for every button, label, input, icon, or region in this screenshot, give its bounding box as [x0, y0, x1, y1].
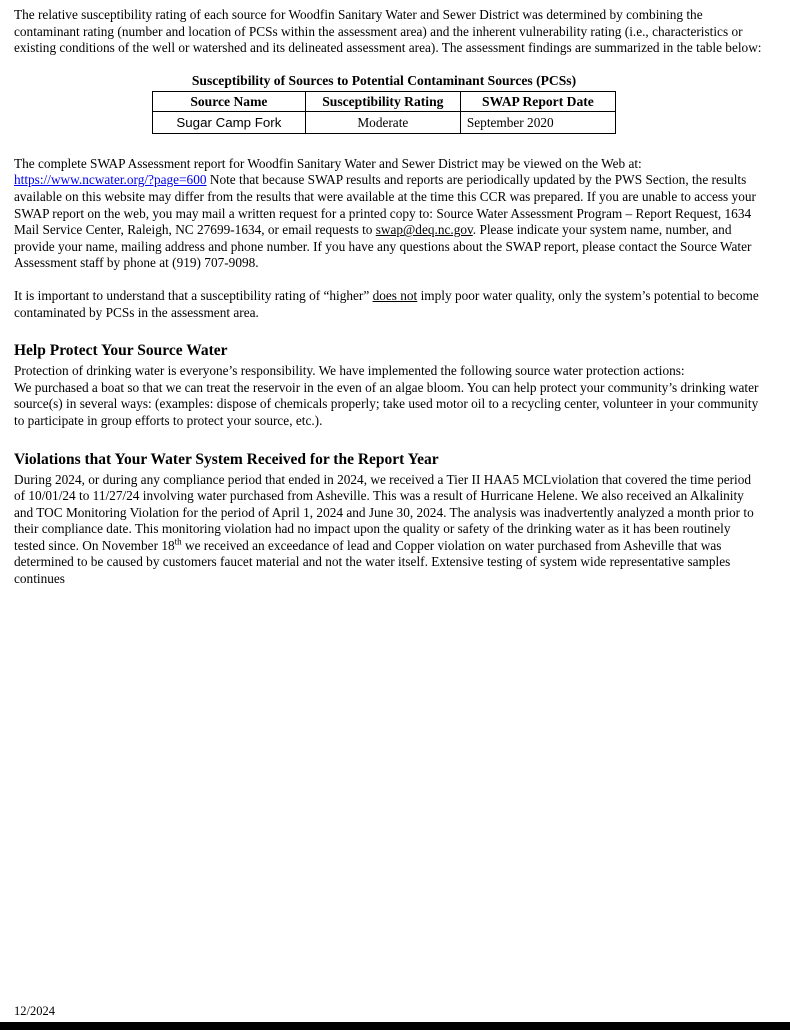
protect-paragraph: [14, 363, 762, 429]
protect-line-2: We purchased a boat so that we can treat the reservoir in the even of an algae bloom. You can help protect your community’s drinking water source(s) in several ways: (examples: dispose of chemicals properly; take used motor oil to a recycling center, volunteer in your community to participate in group efforts to protect your source, etc.).: [14, 379, 759, 428]
violations-paragraph: [14, 472, 762, 588]
header-swap-report-date: SWAP Report Date: [460, 91, 615, 111]
protect-source-water-heading: Help Protect Your Source Water: [14, 342, 228, 360]
protect-line-1: Protection of drinking water is everyone’s responsibility. We have implemented the following source water protection actions:: [14, 363, 685, 379]
ncwater-link[interactable]: https://www.ncwater.org/?page=600: [14, 172, 207, 188]
swap-text-after-email: . Please indicate your system name, number, and provide your name, mailing address and phone number. If you have any questions about the SWAP report, please contact the Source Water Assessment staff by phone at (919) 707-9098.: [14, 222, 752, 271]
table-header-row: [153, 91, 616, 111]
violations-text-after: we received an exceedance of lead and Copper violation on water purchased from Asheville that was determined to be caused by customers faucet material and not the water itself. Extensive testing of system wide representative samples continues: [14, 537, 731, 587]
scan-edge-bar: [0, 1022, 790, 1030]
table-row: [153, 111, 616, 133]
susceptibility-table: [152, 91, 616, 134]
violations-text-before: During 2024, or during any compliance period that ended in 2024, we received a Tier II HAA5 MCLviolation that covered the time period of 10/01/24 to 11/27/24 involving water purchased from Asheville. This was a result of Hurricane Helene. We also received an Alkalinity and TOC Monitoring Violation for the period of April 1, 2024 and June 30, 2024. The analysis was inadvertently analyzed a month prior to their compliance date. This monitoring violation had no impact upon the quality or safety of the drinking water as it has been routinely tested since. On November 18: [14, 471, 754, 553]
cell-susceptibility-rating: Moderate: [305, 111, 460, 133]
note-underlined-text: does not: [372, 287, 418, 303]
violations-heading: Violations that Your Water System Received for the Report Year: [14, 450, 439, 468]
intro-paragraph: The relative susceptibility rating of each source for Woodfin Sanitary Water and Sewer District was determined by combining the contaminant rating (number and location of PCSs within the assessment area) and the inherent vulnerability rating (i.e., characteristics or existing conditions of the well or watershed and its delineated assessment area). The assessment findings are summarized in the table below:: [14, 7, 762, 56]
swap-text-after-link: Note that because SWAP results and reports are periodically updated by the PWS Section, the results available on this website may differ from the results that were available at the time this CCR was prepared. If you are unable to access your SWAP report on the web, you may mail a written request for a printed copy to: Source Water Assessment Program – Report Request, 1634 Mail Service Center, Raleigh, NC 27699-1634, or email requests to: [14, 172, 756, 238]
header-susceptibility-rating: Susceptibility Rating: [305, 91, 460, 111]
note-text-before: It is important to understand that a susceptibility rating of “higher”: [14, 287, 373, 303]
susceptibility-table-block: [152, 73, 616, 134]
cell-swap-report-date: September 2020: [460, 111, 615, 133]
susceptibility-note: [14, 288, 762, 321]
header-source-name: Source Name: [153, 91, 306, 111]
cell-source-name: Sugar Camp Fork: [153, 111, 306, 133]
swap-text-before-link: The complete SWAP Assessment report for Woodfin Sanitary Water and Sewer District may be viewed on the Web at:: [14, 155, 642, 171]
swap-paragraph: [14, 156, 762, 272]
note-text-after: imply poor water quality, only the system’s potential to become contaminated by PCSs in the assessment area.: [14, 287, 759, 320]
swap-email-link[interactable]: swap@deq.nc.gov: [375, 222, 473, 238]
ordinal-superscript: th: [174, 536, 182, 547]
footer-date: 12/2024: [14, 1004, 55, 1018]
table-title: Susceptibility of Sources to Potential Contaminant Sources (PCSs): [191, 72, 577, 88]
